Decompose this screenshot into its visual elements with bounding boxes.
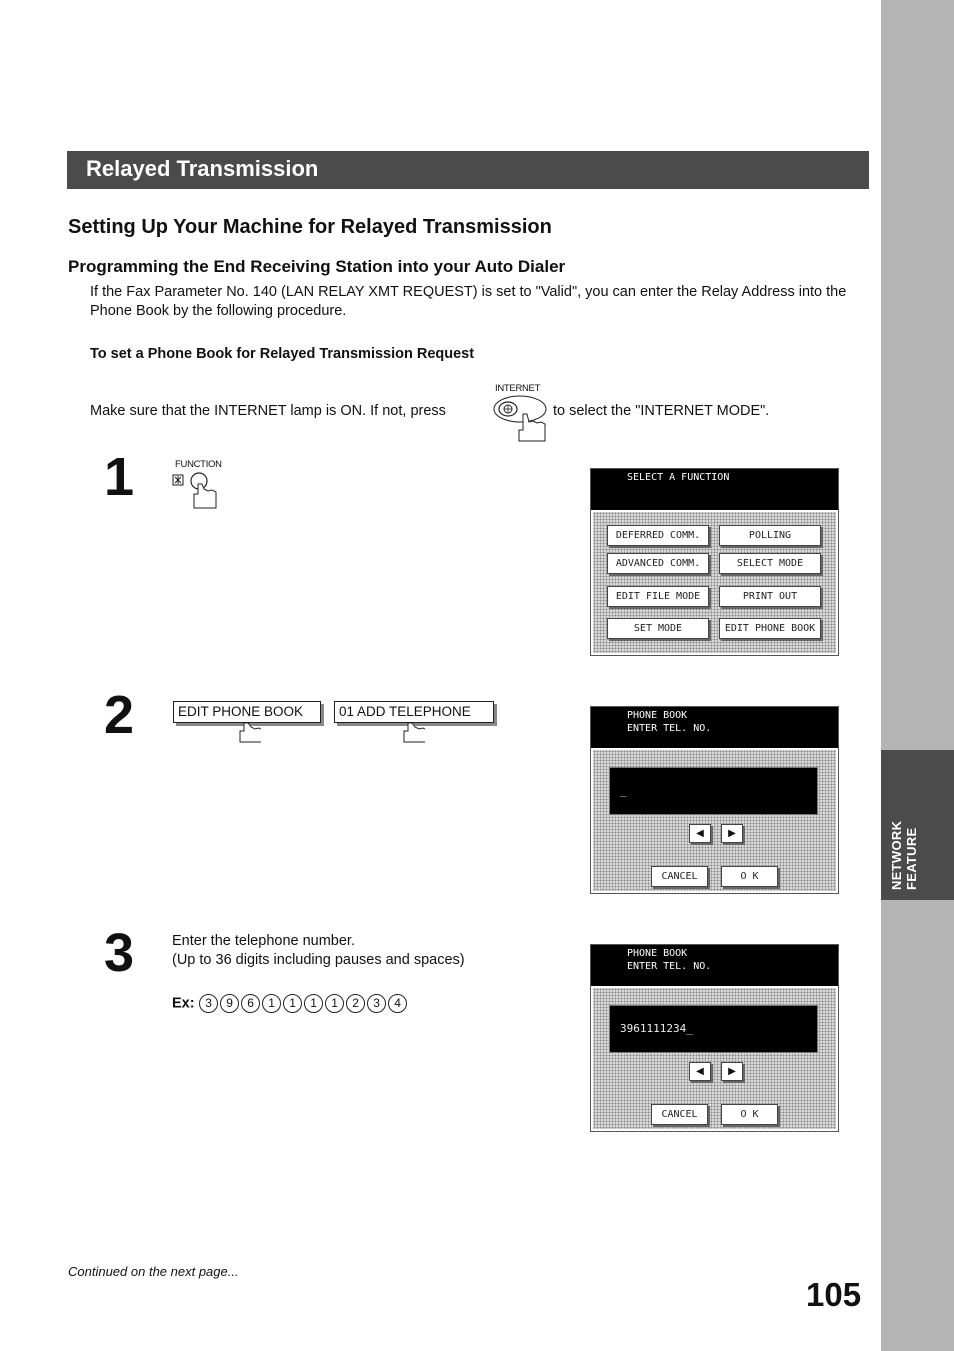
digit-key: 6: [241, 994, 260, 1013]
section-title: Relayed Transmission: [86, 156, 319, 181]
lcd-header: [591, 707, 838, 748]
cursor-left-button[interactable]: [689, 1062, 711, 1081]
step-number-1: 1: [104, 447, 135, 507]
internet-key-label: INTERNET: [495, 383, 541, 394]
lcd-header: [591, 469, 838, 510]
lamp-note-after: to select the "INTERNET MODE".: [553, 403, 770, 419]
continued-note: Continued on the next page...: [68, 1264, 239, 1279]
lcd-header: [591, 945, 838, 986]
step-number-2: 2: [104, 685, 135, 745]
procedure-title: To set a Phone Book for Relayed Transmission Request: [90, 346, 475, 362]
left-arrow-icon: ◀: [696, 1066, 704, 1077]
digit-key: 9: [220, 994, 239, 1013]
digit-key: 4: [388, 994, 407, 1013]
side-strip: [881, 0, 954, 1351]
set-mode-button[interactable]: SET MODE: [607, 618, 709, 639]
digit-key: 3: [367, 994, 386, 1013]
deferred-comm-button[interactable]: DEFERRED COMM.: [607, 525, 709, 546]
lcd-header-line2: ENTER TEL. NO.: [627, 723, 712, 734]
right-arrow-icon: ▶: [728, 1066, 736, 1077]
lcd-header-line1: PHONE BOOK: [627, 948, 688, 959]
step3-text-line2: (Up to 36 digits including pauses and spaces): [172, 952, 465, 968]
subheading: Programming the End Receiving Station into your Auto Dialer: [68, 257, 566, 276]
print-out-button[interactable]: PRINT OUT: [719, 586, 821, 607]
example-label: Ex:: [172, 995, 195, 1012]
edit-phone-book-button[interactable]: EDIT PHONE BOOK: [719, 618, 821, 639]
lcd-screen-step1: [590, 468, 839, 656]
cursor-left-button[interactable]: [689, 824, 711, 843]
chapter-tab-label: [889, 750, 919, 890]
chapter-tab-line1: NETWORK: [889, 820, 904, 890]
function-key-label: FUNCTION: [175, 459, 222, 470]
lcd-header-line1: PHONE BOOK: [627, 710, 688, 721]
page-number: 105: [806, 1276, 862, 1313]
lcd-screen-step2: [590, 706, 839, 894]
right-arrow-icon: ▶: [728, 828, 736, 839]
step3-instructions: [172, 932, 465, 970]
lcd-header-line2: ENTER TEL. NO.: [627, 961, 712, 972]
edit-file-mode-button[interactable]: EDIT FILE MODE: [607, 586, 709, 607]
lcd-header-line1: SELECT A FUNCTION: [627, 472, 730, 483]
telephone-number-field[interactable]: _: [609, 767, 818, 815]
chapter-tab: [881, 750, 954, 900]
select-mode-button[interactable]: SELECT MODE: [719, 553, 821, 574]
internet-key-icon: [493, 394, 549, 444]
left-arrow-icon: ◀: [696, 828, 704, 839]
digit-key: 3: [199, 994, 218, 1013]
chapter-tab-line2: FEATURE: [904, 827, 919, 890]
lcd-screen-step3: [590, 944, 839, 1132]
digit-key: 2: [346, 994, 365, 1013]
digit-key: 1: [325, 994, 344, 1013]
digit-key: 1: [304, 994, 323, 1013]
add-telephone-key[interactable]: 01 ADD TELEPHONE: [334, 701, 494, 723]
intro-paragraph: If the Fax Parameter No. 140 (LAN RELAY XMT REQUEST) is set to "Valid", you can enter the Relay Address into the Phone Book by the following procedure.: [90, 284, 847, 319]
page-heading: Setting Up Your Machine for Relayed Transmission: [68, 216, 552, 238]
telephone-number-field[interactable]: 3961111234_: [609, 1005, 818, 1053]
step3-text-line1: Enter the telephone number.: [172, 933, 355, 949]
cursor-right-button[interactable]: [721, 1062, 743, 1081]
step-number-3: 3: [104, 923, 135, 983]
cancel-button[interactable]: CANCEL: [651, 866, 708, 887]
ok-button[interactable]: O K: [721, 866, 778, 887]
advanced-comm-button[interactable]: ADVANCED COMM.: [607, 553, 709, 574]
ok-button[interactable]: O K: [721, 1104, 778, 1125]
cursor-right-button[interactable]: [721, 824, 743, 843]
edit-phone-book-key[interactable]: EDIT PHONE BOOK: [173, 701, 321, 723]
cancel-button[interactable]: CANCEL: [651, 1104, 708, 1125]
press-hand-icon: [239, 723, 261, 743]
digit-key: 1: [262, 994, 281, 1013]
example-digits: [172, 994, 409, 1013]
function-key-icon: [172, 470, 222, 510]
press-hand-icon: [403, 723, 425, 743]
lamp-note-before: Make sure that the INTERNET lamp is ON. If not, press: [90, 403, 446, 419]
digit-key: 1: [283, 994, 302, 1013]
polling-button[interactable]: POLLING: [719, 525, 821, 546]
